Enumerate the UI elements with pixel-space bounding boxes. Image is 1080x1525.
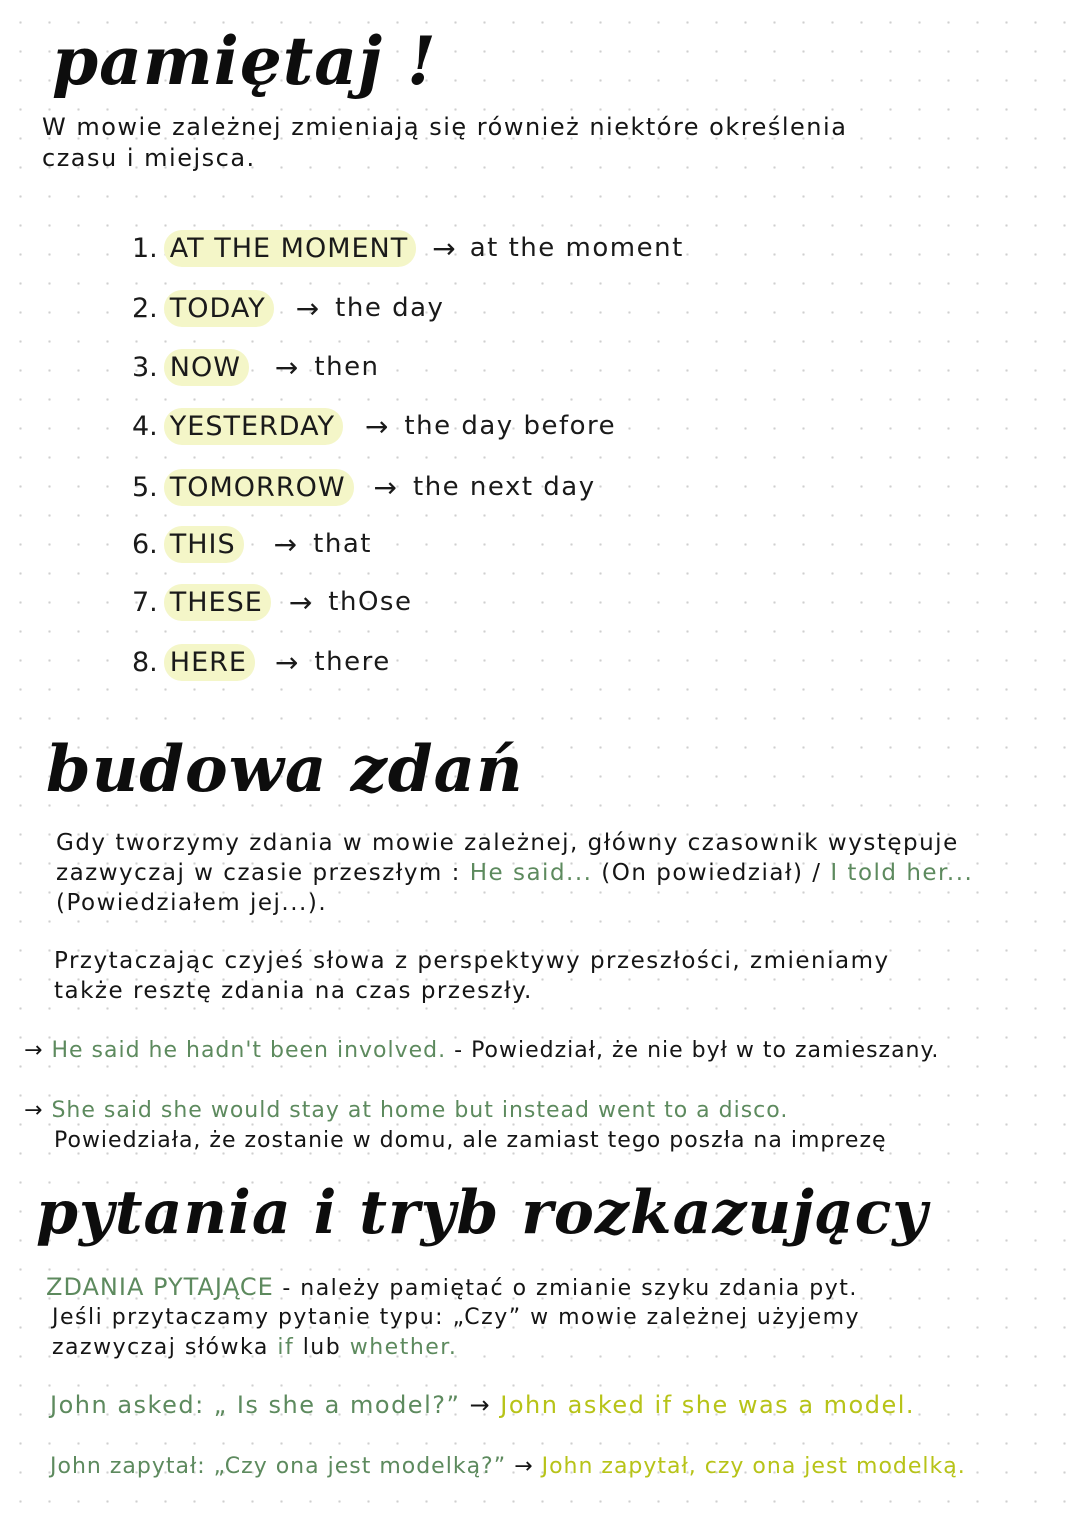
list-item <box>132 404 616 448</box>
list-item <box>132 522 372 566</box>
arrow-right-icon: → <box>295 291 320 325</box>
questions-text-or: lub <box>302 1335 342 1360</box>
item-reported-term: then <box>314 352 380 382</box>
remember-intro-line1: W mowie zależnej zmieniają się również niektóre określenia <box>42 113 848 141</box>
item-direct-term: TOMORROW <box>164 469 354 506</box>
structure-p2-line1: Przytaczając czyjeś słowa z perspektywy przeszłości, zmieniamy <box>54 948 890 974</box>
example-english: She said she would stay at home but instead went to a disco. <box>51 1098 789 1123</box>
structure-example-2 <box>24 1096 788 1126</box>
questions-rule: - należy pamiętać o zmianie szyku zdania pyt. <box>282 1276 858 1301</box>
questions-example-1 <box>50 1390 915 1420</box>
item-reported-term: the day before <box>404 411 617 441</box>
list-item <box>132 286 444 330</box>
arrow-right-icon: → <box>24 1038 44 1063</box>
list-item <box>132 226 684 270</box>
item-direct-term: HERE <box>164 644 255 681</box>
arrow-right-icon: → <box>274 645 299 679</box>
questions-line2: Jeśli przytaczamy pytanie typu: „Czy” w mowie zależnej użyjemy <box>52 1305 861 1330</box>
list-item <box>132 580 412 624</box>
item-direct-term: AT THE MOMENT <box>164 230 416 267</box>
item-number: 2. <box>132 292 158 324</box>
item-number: 3. <box>132 351 158 383</box>
arrow-right-icon: → <box>274 350 299 384</box>
arrow-right-icon: → <box>24 1098 44 1123</box>
structure-p1-line1: Gdy tworzymy zdania w mowie zależnej, główny czasownik występuje <box>56 830 959 856</box>
questions-text: zazwyczaj słówka <box>52 1335 269 1360</box>
item-direct-term: THIS <box>164 526 244 563</box>
item-number: 8. <box>132 646 158 678</box>
structure-p1-line3: (Powiedziałem jej...). <box>56 890 328 916</box>
structure-example-2-translation: Powiedziała, że zostanie w domu, ale zamiast tego poszła na imprezę <box>54 1128 887 1153</box>
list-item <box>132 465 596 509</box>
example-reported-speech: John asked if she was a model. <box>500 1391 916 1419</box>
example-direct-speech: John asked: „ Is she a model?” <box>50 1391 461 1419</box>
item-number: 7. <box>132 586 158 618</box>
structure-p1-translation: (On powiedział) / <box>601 860 822 886</box>
structure-p1-text: zazwyczaj w czasie przeszłym : <box>56 860 461 886</box>
keyword-if: if <box>277 1335 295 1360</box>
item-reported-term: there <box>314 647 391 677</box>
arrow-right-icon: → <box>364 409 389 443</box>
item-reported-term: thOse <box>328 587 413 617</box>
arrow-right-icon: → <box>288 585 313 619</box>
example-he-said: He said... <box>469 860 593 886</box>
questions-line3 <box>52 1333 457 1363</box>
arrow-right-icon: → <box>514 1454 534 1479</box>
heading-remember: pamiętaj ! <box>52 22 437 100</box>
item-reported-term: that <box>313 529 372 559</box>
item-reported-term: the day <box>335 293 445 323</box>
item-direct-term: THESE <box>164 584 271 621</box>
arrow-right-icon: → <box>469 1391 492 1419</box>
remember-intro-line2: czasu i miejsca. <box>42 144 256 172</box>
example-i-told-her: I told her... <box>830 860 974 886</box>
arrow-right-icon: → <box>432 231 456 265</box>
example-direct-speech: John zapytał: „Czy ona jest modelką?” <box>50 1454 507 1479</box>
list-item <box>132 640 391 684</box>
structure-p2-line2: także resztę zdania na czas przeszły. <box>54 978 533 1004</box>
questions-example-2 <box>50 1452 966 1482</box>
arrow-right-icon: → <box>373 470 397 504</box>
heading-questions: pytania i tryb rozkazujący <box>36 1178 929 1248</box>
arrow-right-icon: → <box>273 527 298 561</box>
item-number: 5. <box>132 471 158 503</box>
item-reported-term: the next day <box>413 472 596 502</box>
heading-structure: budowa zdań <box>46 732 524 807</box>
example-reported-speech: John zapytał, czy ona jest modelką. <box>541 1454 966 1479</box>
item-direct-term: TODAY <box>164 290 274 327</box>
structure-example-1 <box>24 1036 939 1066</box>
item-number: 1. <box>132 232 158 264</box>
label-questions: ZDANIA PYTAJĄCE <box>46 1273 274 1301</box>
keyword-whether: whether. <box>349 1335 458 1360</box>
item-number: 6. <box>132 528 158 560</box>
item-direct-term: YESTERDAY <box>164 408 343 445</box>
item-number: 4. <box>132 410 158 442</box>
list-item <box>132 345 380 389</box>
structure-p1-line2 <box>56 858 973 888</box>
item-reported-term: at the moment <box>469 233 684 263</box>
example-english: He said he hadn't been involved. <box>51 1038 447 1063</box>
item-direct-term: NOW <box>164 349 249 386</box>
example-polish: - Powiedział, że nie był w to zamieszany. <box>454 1038 940 1063</box>
questions-line1 <box>46 1272 858 1304</box>
